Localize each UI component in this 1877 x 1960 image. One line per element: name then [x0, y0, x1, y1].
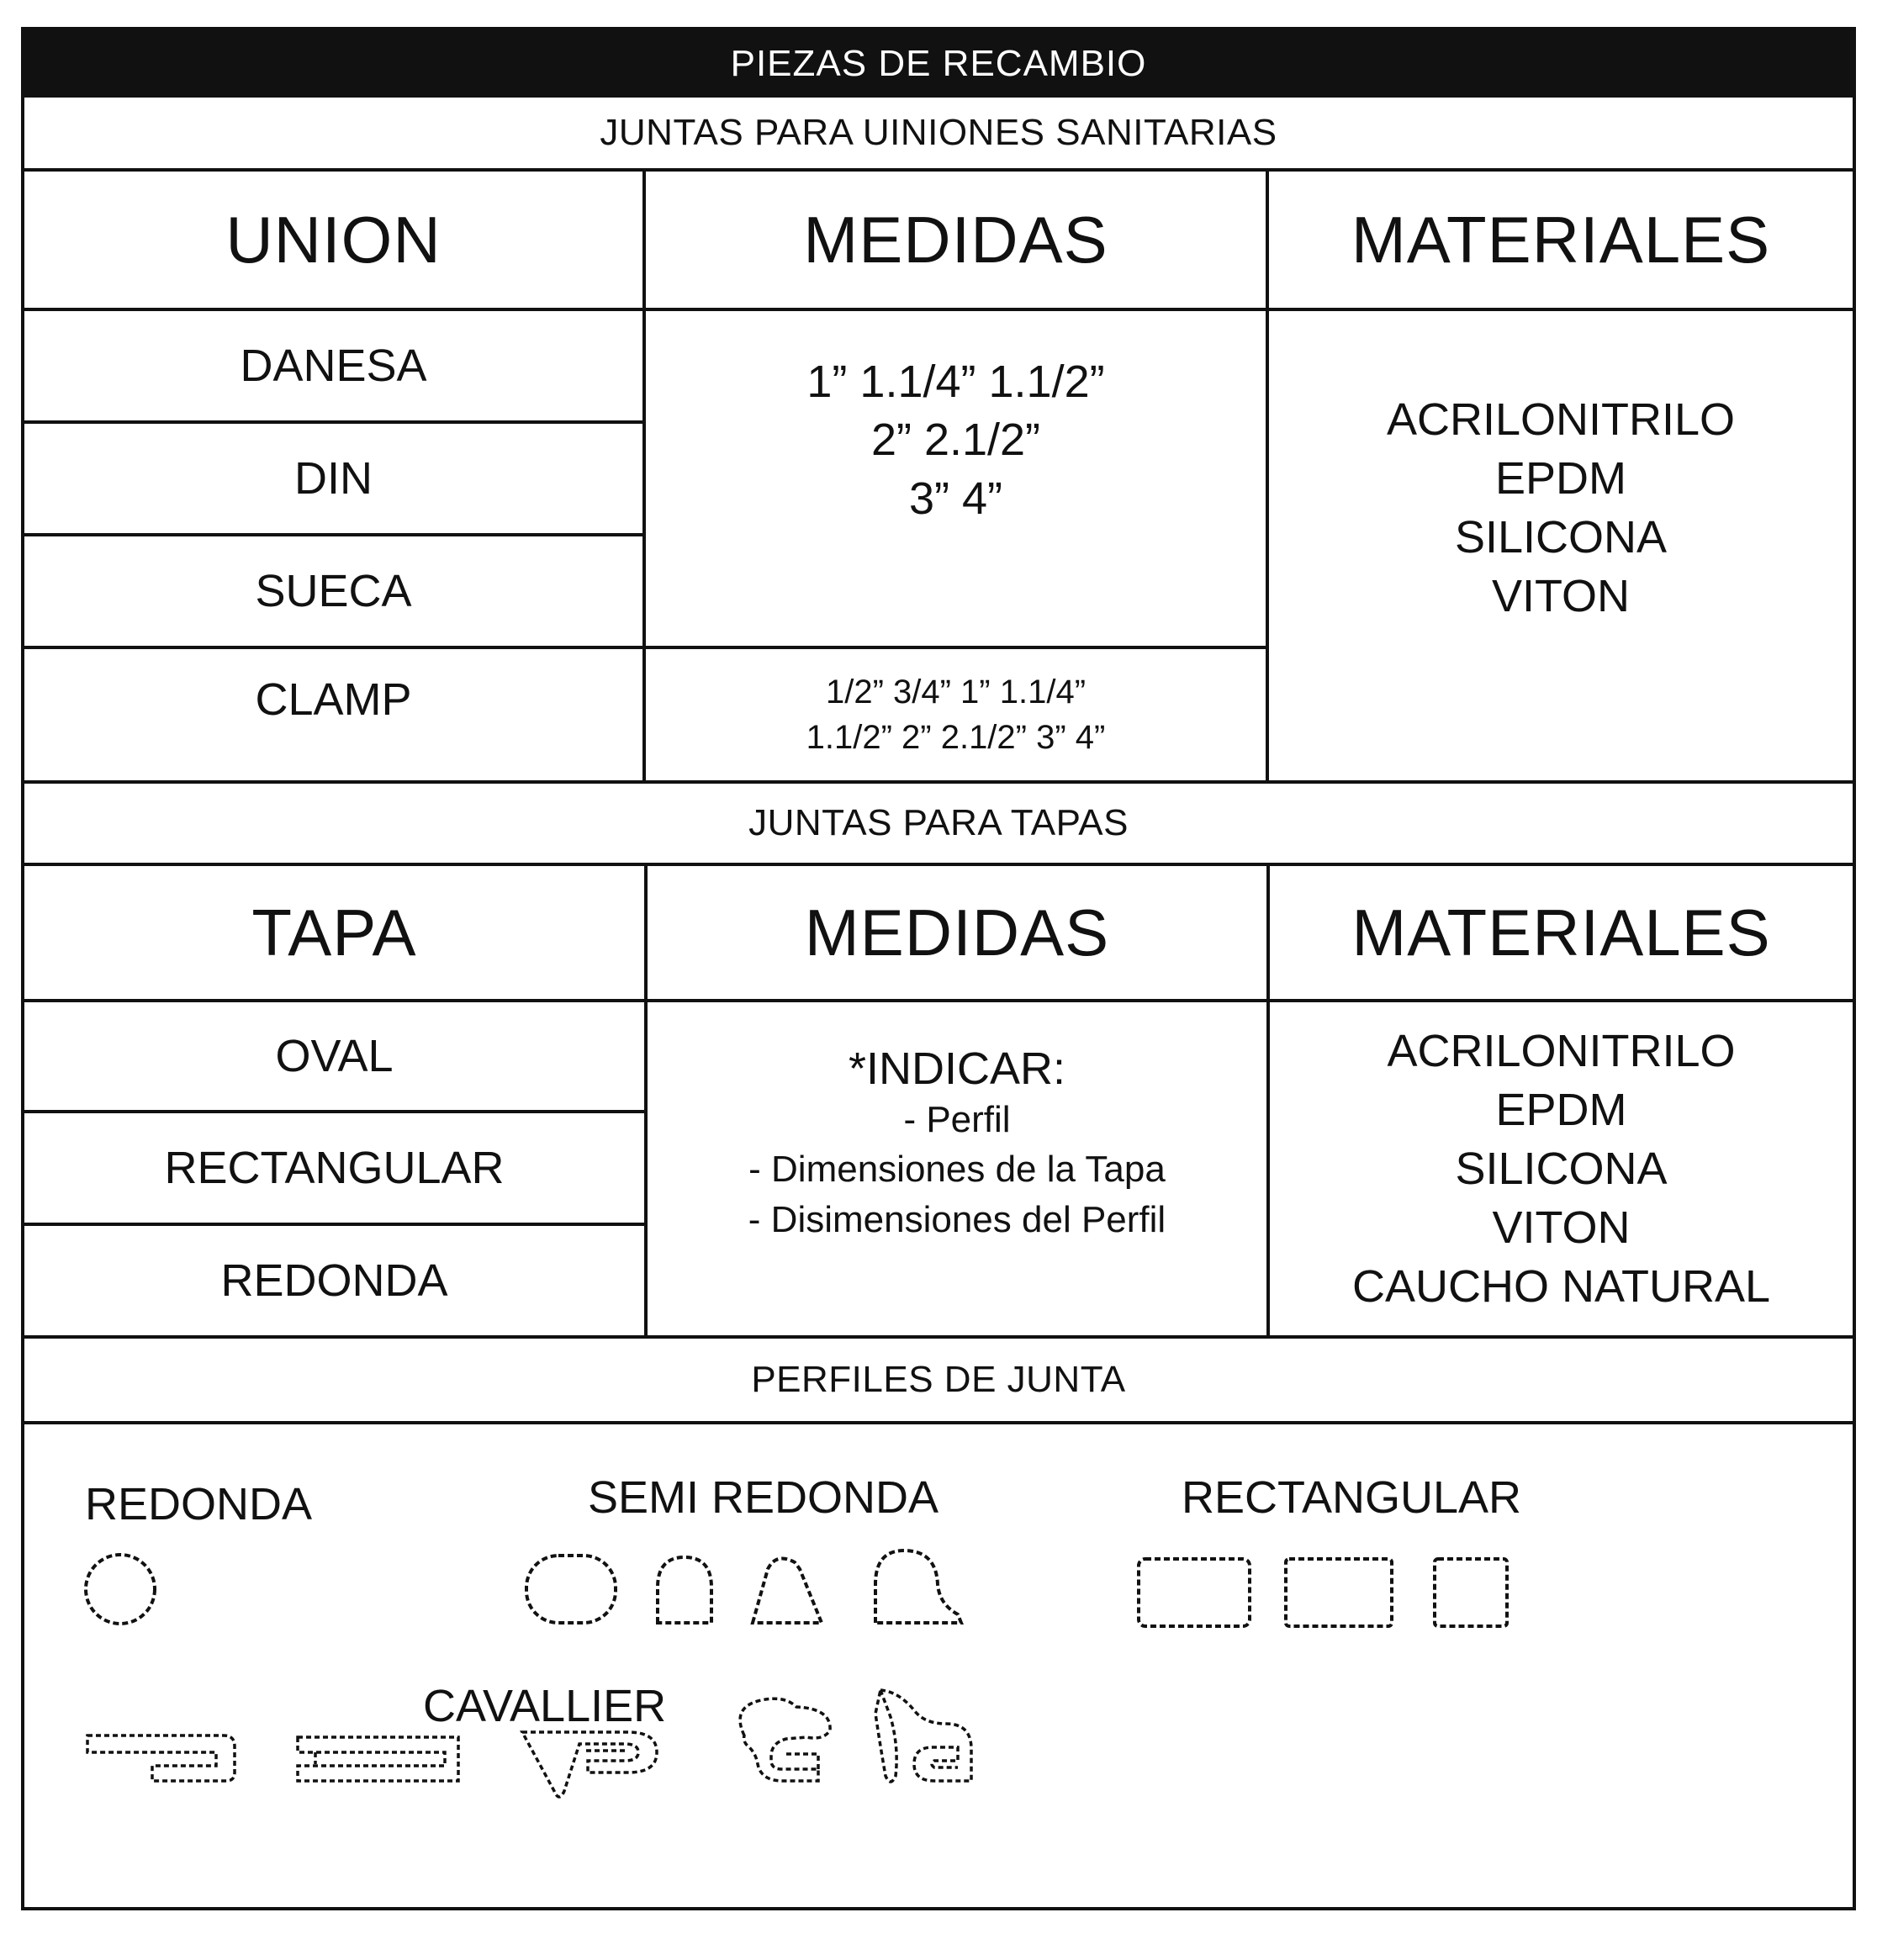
column-header-materiales: MATERIALES: [1351, 202, 1771, 277]
medidas-indicar-line: - Disimensiones del Perfil: [748, 1198, 1166, 1240]
medidas-indicar: [648, 1002, 1266, 1335]
section-title-perfiles: PERFILES DE JUNTA: [751, 1359, 1126, 1400]
material-item: VITON: [1492, 1202, 1631, 1254]
circle-profile-icon: [86, 1555, 155, 1624]
semi-round-profile-icon: [526, 1551, 961, 1623]
material-item: EPDM: [1494, 452, 1626, 504]
tapa-oval: OVAL: [275, 1031, 394, 1081]
column-header-materiales: MATERIALES: [1351, 895, 1771, 969]
union-danesa: DANESA: [240, 341, 427, 391]
section-title-tapas: JUNTAS PARA TAPAS: [748, 802, 1129, 843]
medidas-main: [646, 311, 1266, 646]
page-title: PIEZAS DE RECAMBIO: [24, 30, 1853, 98]
section-title-sanitarias: JUNTAS PARA UINIONES SANITARIAS: [600, 112, 1277, 153]
column-header-tapa: TAPA: [251, 895, 417, 969]
material-item: ACRILONITRILO: [1386, 394, 1736, 445]
profile-label-cavallier: CAVALLIER: [423, 1681, 667, 1731]
rectangular-profile-icon: [1139, 1559, 1507, 1626]
medidas-line: 2” 2.1/2”: [870, 415, 1041, 466]
medidas-indicar-heading: *INDICAR:: [848, 1043, 1066, 1094]
medidas-indicar-line: - Perfil: [903, 1098, 1011, 1140]
tapa-rectangular: RECTANGULAR: [164, 1143, 505, 1193]
cavallier-profile-icon: [87, 1690, 971, 1797]
material-item: SILICONA: [1455, 1143, 1668, 1194]
medidas-line: 3” 4”: [908, 473, 1003, 524]
spare-parts-table: [21, 27, 1856, 1910]
material-item: VITON: [1491, 571, 1631, 622]
column-header-union: UNION: [225, 202, 441, 277]
union-din: DIN: [294, 453, 373, 504]
material-item: SILICONA: [1454, 512, 1668, 563]
medidas-line: 1” 1.1/4” 1.1/2”: [806, 357, 1105, 408]
medidas-clamp-line: 1/2” 3/4” 1” 1.1/4”: [825, 674, 1087, 711]
profile-drawings: [24, 1424, 1853, 1910]
materiales-tapas: [1270, 1002, 1853, 1335]
material-item: EPDM: [1495, 1084, 1627, 1135]
material-item: ACRILONITRILO: [1387, 1025, 1736, 1076]
medidas-clamp-line: 1.1/2” 2” 2.1/2” 3” 4”: [806, 719, 1106, 756]
profile-label-rectangular: RECTANGULAR: [1182, 1472, 1522, 1523]
profile-label-semi-redonda: SEMI REDONDA: [588, 1472, 939, 1523]
medidas-indicar-line: - Dimensiones de la Tapa: [748, 1149, 1166, 1191]
materiales-sanitarias: [1269, 311, 1853, 780]
column-header-medidas: MEDIDAS: [804, 895, 1110, 969]
union-clamp: CLAMP: [255, 674, 412, 725]
union-sueca: SUECA: [255, 566, 412, 616]
profile-label-redonda: REDONDA: [85, 1479, 313, 1529]
column-header-medidas: MEDIDAS: [803, 202, 1108, 277]
tapa-redonda: REDONDA: [220, 1255, 448, 1306]
material-item: CAUCHO NATURAL: [1351, 1261, 1771, 1313]
medidas-clamp: [646, 649, 1266, 780]
